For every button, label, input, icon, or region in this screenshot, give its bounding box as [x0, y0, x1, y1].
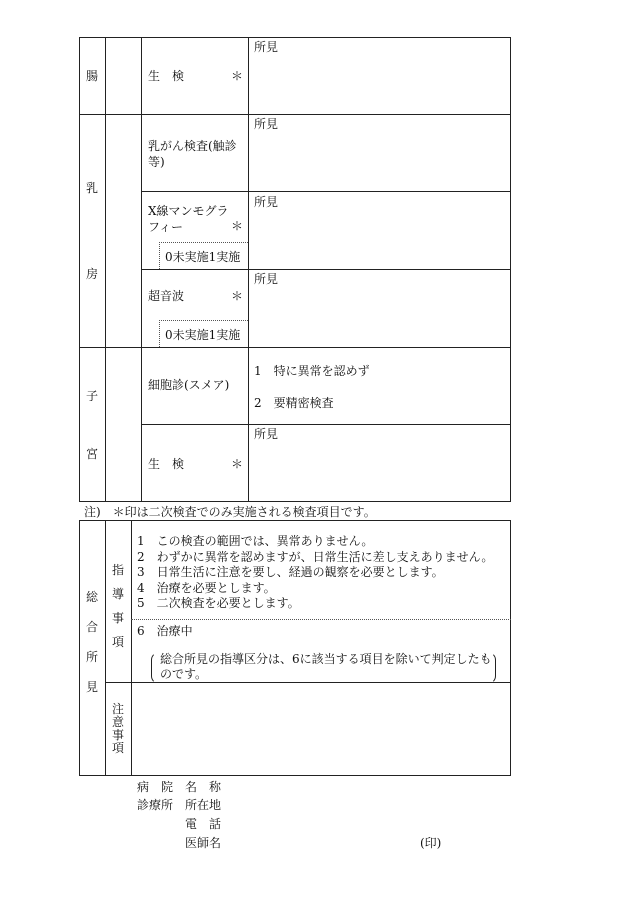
- item-breast-palpation: 乳がん検査(触診等): [148, 139, 237, 169]
- finding-label-uterus-biopsy: 所見: [254, 427, 279, 441]
- asterisk-mammography: ＊: [231, 219, 244, 233]
- row-line-cytology-bottom: [141, 424, 511, 425]
- status-mammography: 0未実施1実施: [165, 250, 241, 264]
- status-box-ultrasound-left: [159, 320, 160, 347]
- status-box-mammo-left: [159, 242, 160, 269]
- col-line-1: [105, 37, 106, 502]
- footer-doctor: 医師名: [185, 836, 222, 850]
- finding-label-ultrasound: 所見: [254, 272, 279, 286]
- footer-hospital-name: 病 院 名 称: [137, 780, 222, 794]
- guidance-label: 指 導 事 項: [111, 563, 124, 649]
- category-breast-bottom: 房: [86, 267, 99, 281]
- category-uterus-bottom: 宮: [86, 447, 99, 461]
- row-line-palpation-bottom: [141, 191, 511, 192]
- exam-note: 注) ＊印は二次検査でのみ実施される検査項目です。: [84, 505, 376, 519]
- item-uterus-cytology: 細胞診(スメア): [148, 378, 230, 392]
- item-colon-biopsy: 生 検: [148, 69, 185, 83]
- cytology-option-normal: 1 特に異常を認めず: [254, 364, 370, 378]
- summary-heading: 総 合 所 見: [85, 590, 98, 694]
- category-uterus-top: 子: [86, 389, 99, 403]
- treatment-item: 6 治療中: [137, 624, 193, 638]
- item-breast-ultrasound: 超音波: [148, 289, 185, 303]
- status-box-ultrasound-top: [159, 320, 248, 321]
- summary-col-line-1: [105, 520, 106, 776]
- asterisk-colon-biopsy: ＊: [231, 69, 244, 83]
- category-breast-top: 乳: [86, 181, 99, 195]
- guidance-item: 3 日常生活に注意を要し、経過の観察を必要とします。: [137, 565, 444, 579]
- footer-phone: 電 話: [185, 817, 222, 831]
- row-line-mammo-bottom: [141, 269, 511, 270]
- guidance-item: 2 わずかに異常を認めますが、日常生活に差し支えありません。: [137, 550, 494, 564]
- finding-label-palpation: 所見: [254, 117, 279, 131]
- guidance-item: 1 この検査の範囲では、異常ありません。: [137, 534, 374, 548]
- guidance-item: 5 二次検査を必要とします。: [137, 596, 300, 610]
- asterisk-uterus-biopsy: ＊: [231, 457, 244, 471]
- bracket-note: 総合所見の指導区分は、6に該当する項目を除いて判定したものです。: [160, 652, 492, 681]
- caution-label: 注 意 事 項: [111, 702, 124, 755]
- footer-clinic-address: 診療所 所在地: [137, 798, 222, 812]
- finding-label-mammography: 所見: [254, 195, 279, 209]
- finding-label-colon: 所見: [254, 40, 279, 54]
- category-colon: 腸: [86, 69, 99, 83]
- summary-dotted-separator: [131, 619, 511, 620]
- row-line-colon-bottom: [79, 114, 511, 115]
- item-breast-mammography: X線マンモグラフィー: [148, 204, 229, 234]
- guidance-item: 4 治療を必要とします。: [137, 581, 276, 595]
- row-line-breast-bottom: [79, 347, 511, 348]
- summary-col-line-2: [131, 520, 132, 776]
- status-ultrasound: 0未実施1実施: [165, 328, 241, 342]
- footer-seal: (印): [420, 836, 442, 850]
- status-box-mammo-top: [159, 242, 248, 243]
- asterisk-ultrasound: ＊: [231, 289, 244, 303]
- cytology-option-detailed: 2 要精密検査: [254, 396, 334, 410]
- item-uterus-biopsy: 生 検: [148, 457, 185, 471]
